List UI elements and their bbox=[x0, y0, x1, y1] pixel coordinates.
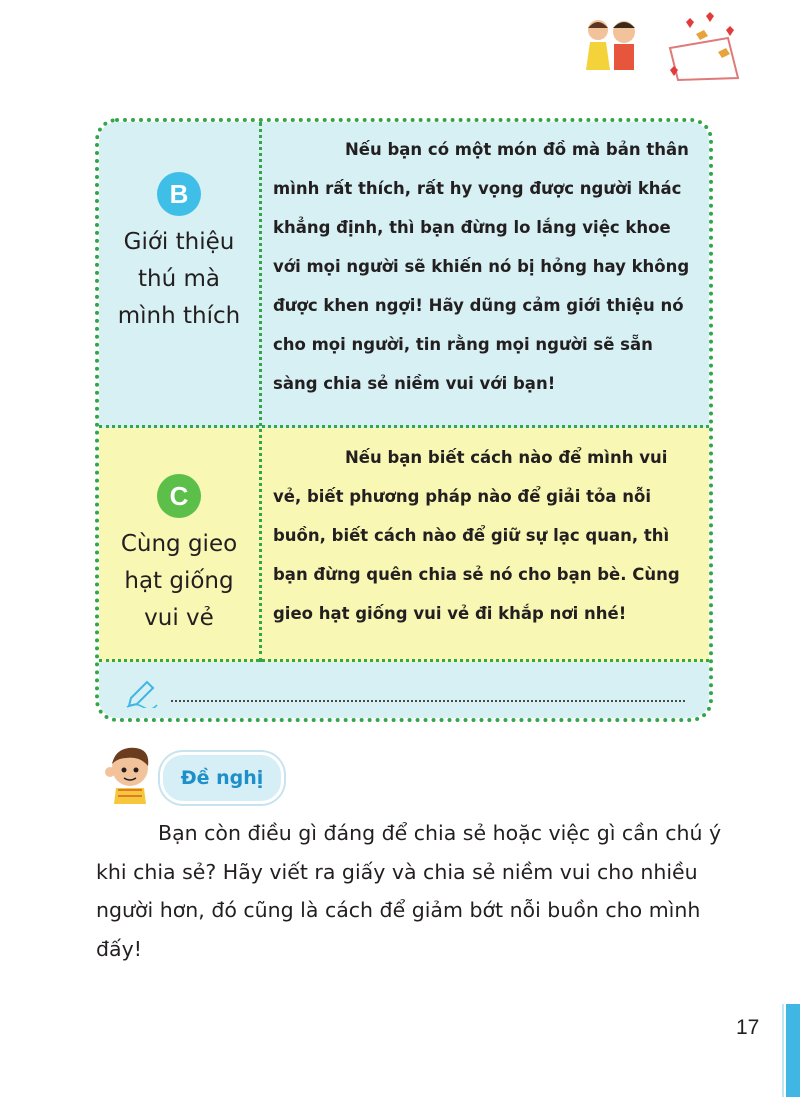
suggestion-badge: Đề nghị bbox=[160, 752, 284, 804]
note-line-row[interactable] bbox=[99, 662, 709, 722]
pencil-icon bbox=[125, 678, 159, 708]
section-b bbox=[99, 122, 709, 428]
section-b-text: Nếu bạn có một món đồ mà bản thân mình rất thích, rất hy vọng được người khác khẳng định, thì bạn đừng lo lắng việc khoe với mọi người sẽ khiến nó bị hỏng hay không được khen ngợi! Hãy dũng cảm giới thiệu nó cho mọi người, tin rằng mọi người sẽ sẵn sàng chia sẻ niềm vui với bạn! bbox=[273, 140, 690, 393]
suggestion-text: Bạn còn điều gì đáng để chia sẻ hoặc việc gì cần chú ý khi chia sẻ? Hãy viết ra giấy và chia sẻ niềm vui cho nhiều người hơn, đó cũng là cách để giảm bớt nỗi buồn cho mình đấy! bbox=[96, 821, 722, 961]
section-c-heading bbox=[99, 428, 259, 637]
section-c bbox=[99, 428, 709, 662]
section-b-heading bbox=[99, 122, 259, 335]
page-edge-tab bbox=[786, 1004, 800, 1097]
section-b-title: Giới thiệu thú mà mình thích bbox=[117, 229, 241, 329]
tips-card bbox=[95, 118, 713, 722]
section-c-text: Nếu bạn biết cách nào để mình vui vẻ, biết phương pháp nào để giải tỏa nỗi buồn, biết cách nào để giữ sự lạc quan, thì bạn đừng quên chia sẻ nó cho bạn bè. Cùng gieo hạt giống vui vẻ đi khắp nơi nhé! bbox=[273, 448, 680, 623]
column-divider bbox=[259, 122, 262, 662]
page-edge-light bbox=[782, 1004, 784, 1097]
section-c-title: Cùng gieo hạt giống vui vẻ bbox=[120, 531, 238, 631]
boy-icon bbox=[96, 742, 160, 804]
writing-line[interactable] bbox=[171, 700, 685, 702]
kids-hearts-illustration bbox=[578, 8, 748, 88]
page-number: 17 bbox=[736, 1016, 760, 1039]
section-b-letter: B bbox=[157, 172, 201, 216]
section-c-letter: C bbox=[157, 474, 201, 518]
